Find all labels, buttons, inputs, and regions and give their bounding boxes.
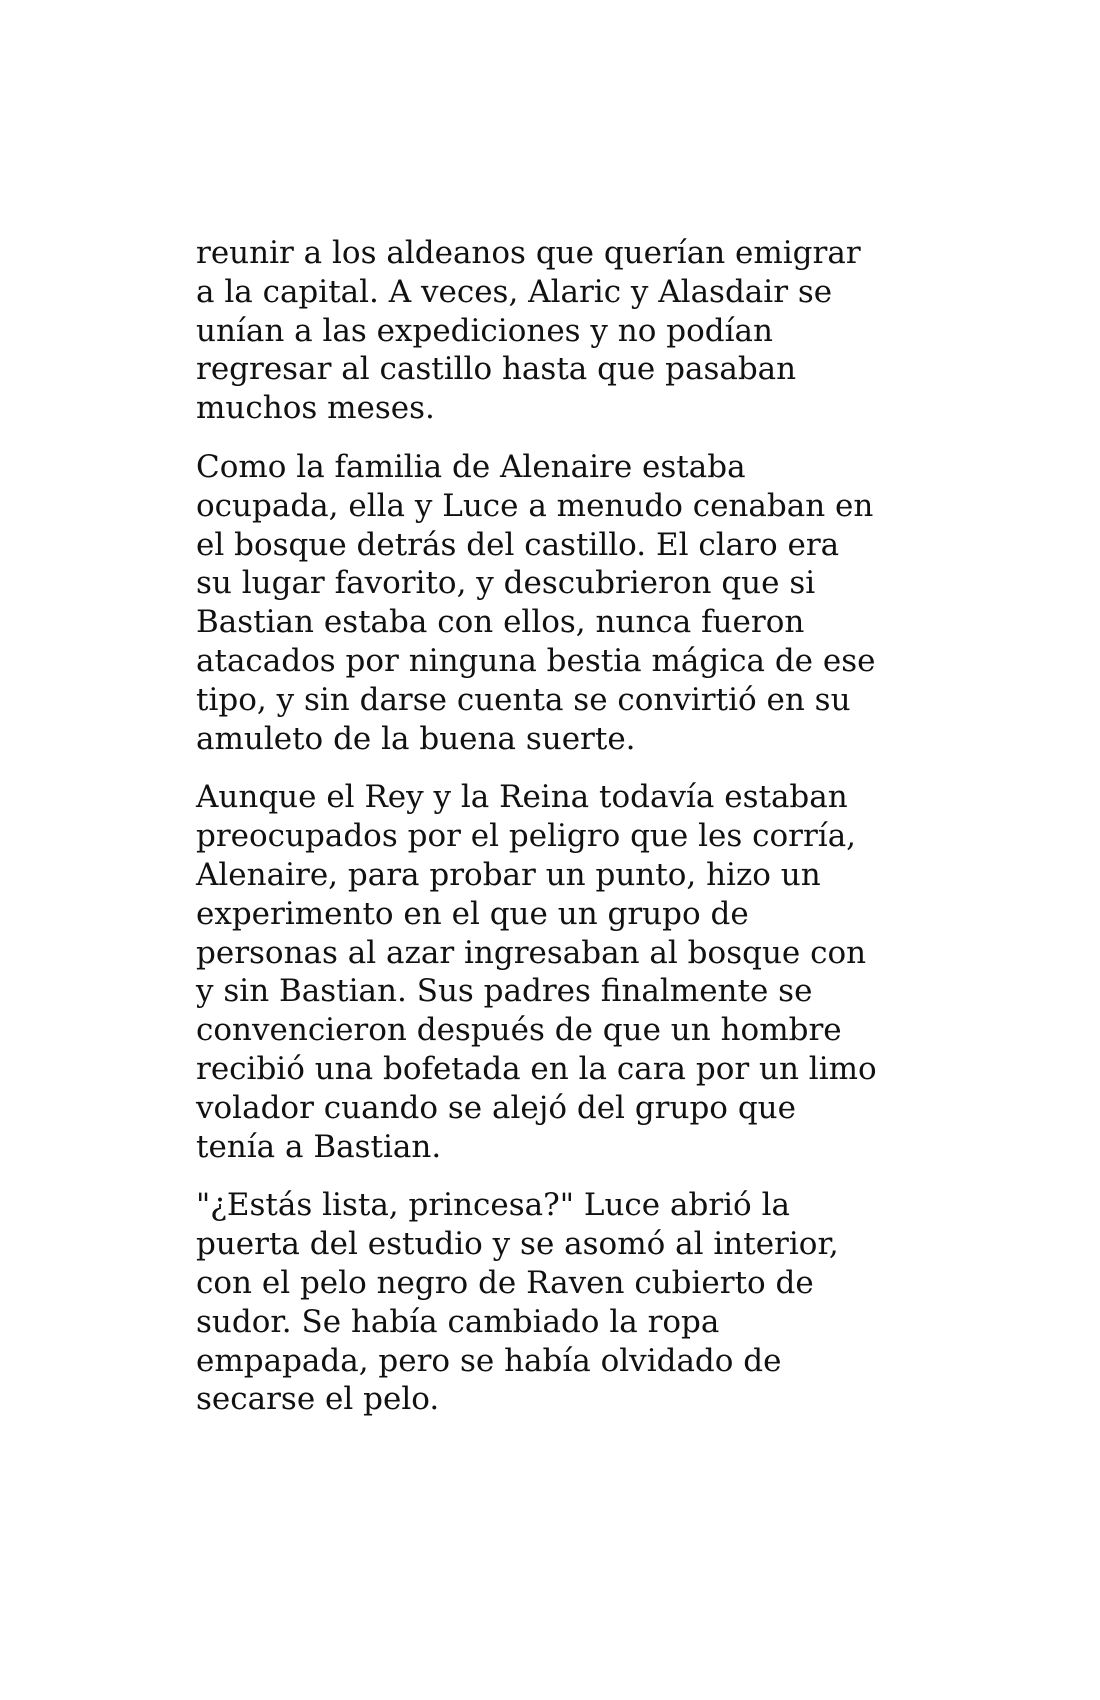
text-line: muchos meses. [196, 390, 435, 427]
text-line: su lugar favorito, y descubrieron que si [196, 565, 816, 602]
paragraph-3 [196, 778, 916, 1166]
text-line: y sin Bastian. Sus padres finalmente se [196, 973, 813, 1010]
text-line: reunir a los aldeanos que querían emigrar [196, 235, 861, 271]
paragraph-1 [196, 234, 916, 428]
text-line: personas al azar ingresaban al bosque con [196, 934, 867, 971]
text-line: "¿Estás lista, princesa?" Luce abrió la [196, 1187, 790, 1224]
text-line: a la capital. A veces, Alaric y Alasdair se [196, 273, 833, 310]
text-line: Alenaire, para probar un punto, hizo un [196, 856, 821, 893]
text-line: tenía a Bastian. [196, 1128, 442, 1165]
paragraph-2 [196, 448, 916, 758]
text-line: tipo, y sin darse cuenta se convirtió en su [196, 681, 851, 718]
text-line: ocupada, ella y Luce a menudo cenaban en [196, 487, 874, 524]
text-line: con el pelo negro de Raven cubierto de [196, 1264, 814, 1301]
text-line: unían a las expediciones y no podían [196, 312, 773, 349]
text-line: recibió una bofetada en la cara por un limo [196, 1050, 877, 1087]
text-line: experimento en el que un grupo de [196, 895, 749, 932]
text-line: el bosque detrás del castillo. El claro era [196, 526, 840, 563]
text-line: empapada, pero se había olvidado de [196, 1342, 782, 1379]
text-line: preocupados por el peligro que les corría, [196, 818, 857, 855]
text-line: amuleto de la buena suerte. [196, 720, 636, 757]
text-line: Como la familia de Alenaire estaba [196, 448, 746, 485]
paragraph-4 [196, 1186, 916, 1419]
text-line: puerta del estudio y se asomó al interior, [196, 1226, 839, 1263]
text-line: volador cuando se alejó del grupo que [196, 1089, 796, 1126]
text-line: regresar al castillo hasta que pasaban [196, 351, 797, 388]
book-page-text [196, 234, 916, 1439]
text-line: atacados por ninguna bestia mágica de ese [196, 642, 876, 679]
text-line: convencieron después de que un hombre [196, 1012, 842, 1049]
text-line: Aunque el Rey y la Reina todavía estaban [196, 779, 848, 816]
text-line: sudor. Se había cambiado la ropa [196, 1303, 720, 1340]
text-line: secarse el pelo. [196, 1381, 440, 1418]
text-line: Bastian estaba con ellos, nunca fueron [196, 604, 805, 641]
